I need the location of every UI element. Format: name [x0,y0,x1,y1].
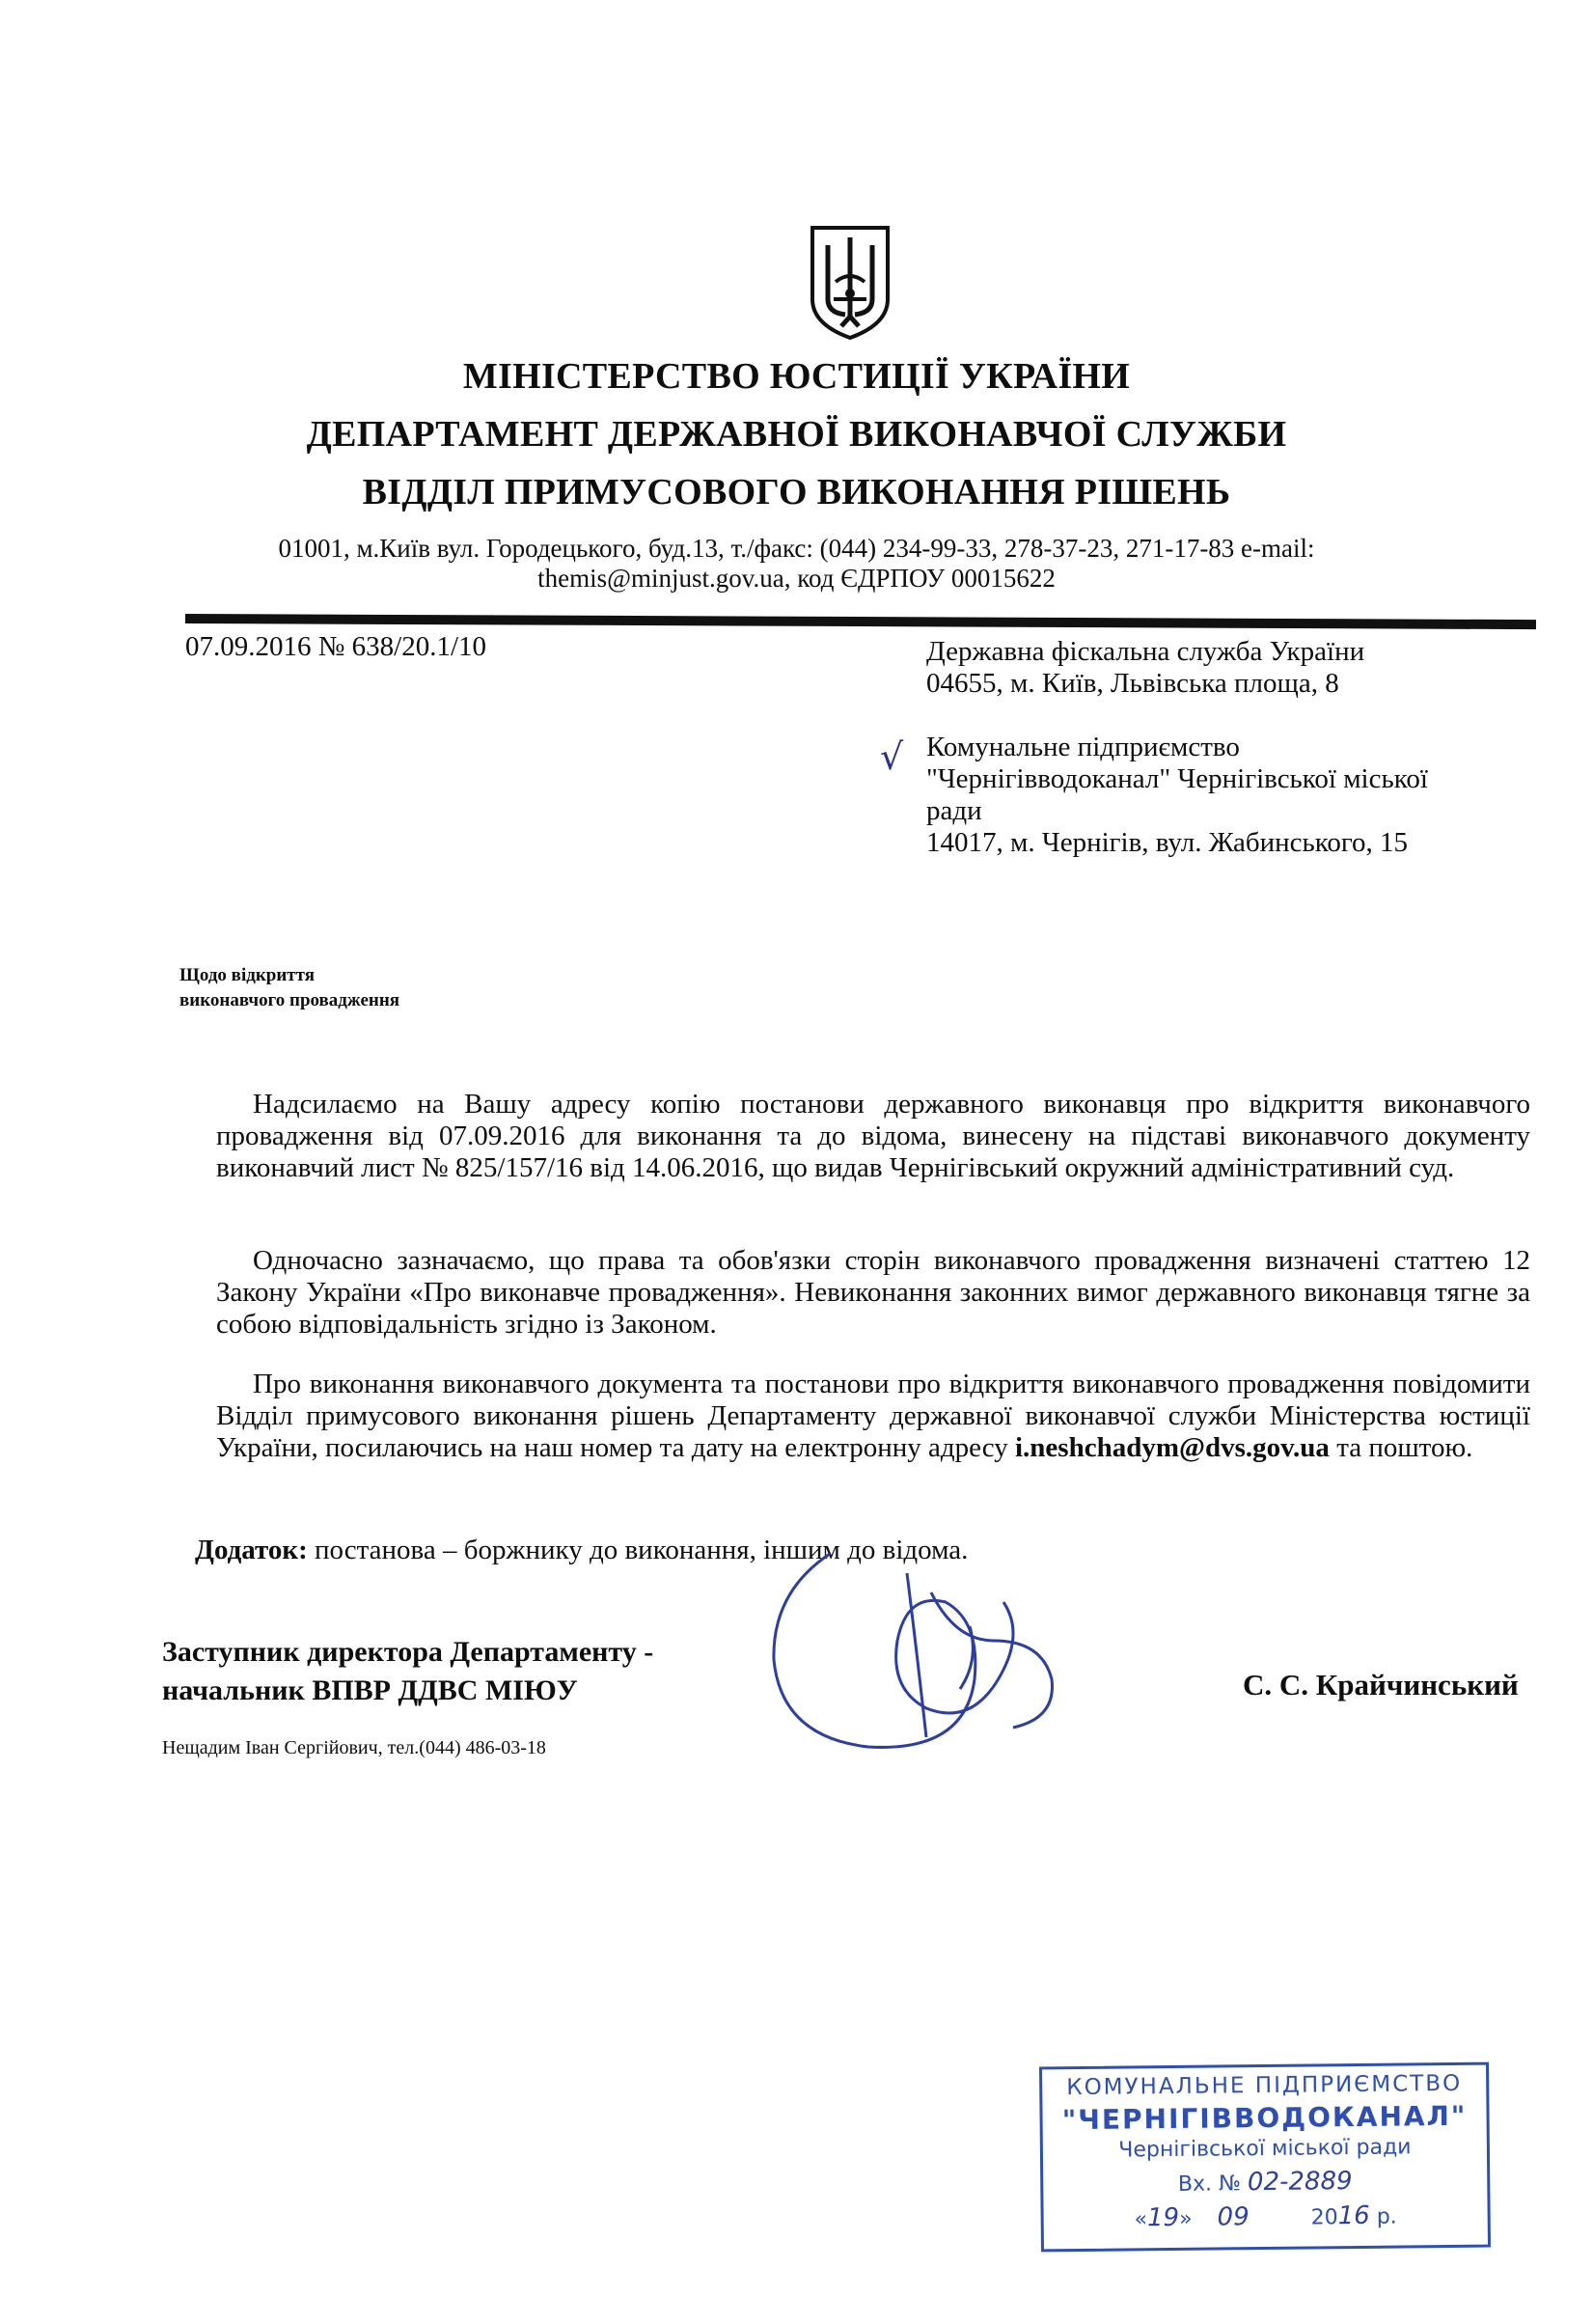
department-heading: ДЕПАРТАМЕНТ ДЕРЖАВНОЇ ВИКОНАВЧОЇ СЛУЖБИ [306,414,1287,455]
stamp-month: 09 [1217,2202,1250,2232]
address-line-2: themis@minjust.gov.ua, код ЄДРПОУ 00015622 [537,564,1056,593]
recipient-1 [926,636,1524,700]
stamp-in-label: Вх. № [1177,2172,1242,2197]
signatory-title [162,1633,653,1710]
recipient-2-line: 14017, м. Чернігів, вул. Жабинського, 15 [926,827,1409,858]
address-line-1: 01001, м.Київ вул. Городецького, буд.13, т./факс: (044) 234-99-33, 278-37-23, 271-17-83 e-mail: [278,534,1315,563]
paragraph-text: Про виконання виконавчого документа та постанови про відкриття виконавчого провадження повідомити Відділ примусового виконання рішень Департаменту державної виконавчої служби Міністерства юстиції України, посилаючись на наш номер та дату на електронну адресу [216,1369,1530,1463]
email-link[interactable]: i.neshchadym@dvs.gov.ua [1015,1432,1330,1463]
stamp-in-number: 02-2889 [1247,2167,1353,2198]
recipient-2-line: ради [926,795,982,826]
stamp-year-suffix: 16 [1337,2200,1370,2231]
signatory-name: С. С. Крайчинський [1243,1668,1519,1702]
body-paragraph-3 [216,1369,1530,1464]
stamp-line: Чернігівської міської ради [1118,2135,1412,2163]
body-paragraph-1: Надсилаємо на Вашу адресу копію постанови державного виконавця про відкриття виконавчого провадження від 07.09.2016 для виконання та до відома, винесену на підставі виконавчого документу виконавчий лист № 825/157/16 від 14.06.2016, що видав Чернігівський окружний адміністративний суд. [216,1089,1530,1183]
recipient-1-line: 04655, м. Київ, Львівська площа, 8 [926,668,1339,699]
registration-number: 07.09.2016 № 638/20.1/10 [185,631,487,662]
signatory-title-line: Заступник директора Департаменту - [162,1636,654,1668]
stamp-line: КОМУНАЛЬНЕ ПІДПРИЄМСТВО [1066,2070,1463,2101]
recipient-2 [926,732,1544,859]
subject-line: Щодо відкриття [179,965,315,985]
incoming-registration-stamp [1039,2062,1491,2253]
recipient-2-line: "Чернігівводоканал" Чернігівської міської [926,763,1428,794]
stamp-date: «19» 09 2016 р. [1134,2200,1397,2233]
header-divider [185,614,1536,629]
recipient-1-line: Державна фіскальна служба України [926,636,1365,667]
attachment-text: постанова – боржнику до виконання, іншим до відома. [307,1535,969,1565]
stamp-day: 19 [1146,2202,1180,2233]
coat-of-arms-trident-icon [807,224,893,342]
subject [179,963,399,1013]
ministry-heading: МІНІСТЕРСТВО ЮСТИЦІЇ УКРАЇНИ [462,356,1131,397]
check-mark: √ [880,735,904,778]
signatory-title-line: начальник ВПВР ДДВС МІЮУ [162,1674,578,1706]
stamp-year-label: р. [1376,2204,1397,2229]
attachment-label: Додаток: [195,1535,308,1565]
body-paragraph-2: Одночасно зазначаємо, що права та обов'язки сторін виконавчого провадження визначені статтею 12 Закону України «Про виконавче провадження». Невиконання законних вимог державного виконавця тягне за собою відповідальність згідно із Законом. [216,1245,1530,1340]
stamp-incoming-number [1043,2166,1487,2200]
paragraph-text: та поштою. [1329,1432,1473,1463]
handwritten-signature [762,1535,1081,1757]
subject-line: виконавчого провадження [179,990,400,1010]
stamp-year-prefix: 20 [1310,2205,1338,2230]
stamp-line: "ЧЕРНІГІВВОДОКАНАЛ" [1061,2099,1468,2137]
division-heading: ВІДДІЛ ПРИМУСОВОГО ВИКОНАННЯ РІШЕНЬ [362,472,1231,512]
executor-contact: Нещадим Іван Сергійович, тел.(044) 486-03-18 [162,1737,546,1758]
recipient-2-line: Комунальне підприємство [926,732,1240,762]
